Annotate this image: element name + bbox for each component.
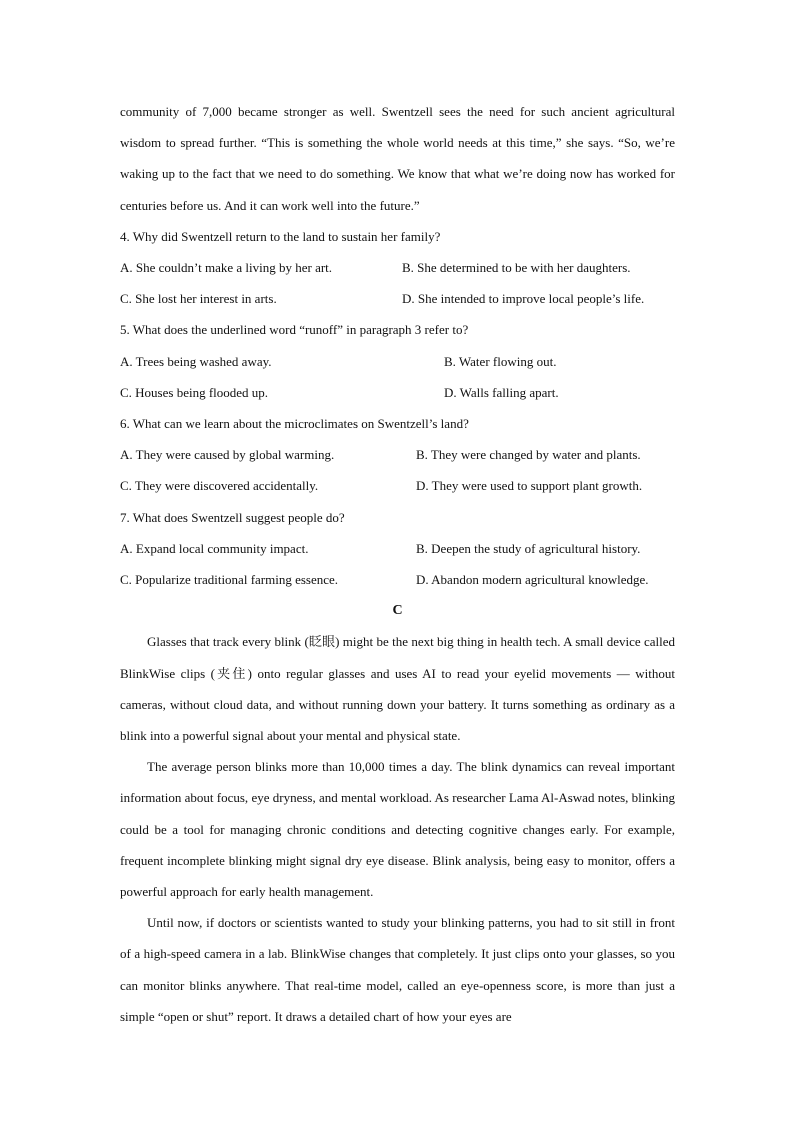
option-c: C. She lost her interest in arts. bbox=[120, 291, 277, 307]
option-b: B. Deepen the study of agricultural history. bbox=[416, 540, 641, 556]
section-c-heading: C bbox=[392, 603, 403, 619]
question-stem: 7. What does Swentzell suggest people do? bbox=[120, 509, 345, 525]
options-row bbox=[120, 252, 675, 283]
option-b: B. She determined to be with her daughters. bbox=[402, 260, 631, 276]
option-a: A. Trees being washed away. bbox=[120, 353, 272, 369]
passage-b-closing-paragraph: community of 7,000 became stronger as well. Swentzell sees the need for such ancient agricultural wisdom to spread further. “This is something the whole world needs at this time,” she says. “So, we’re waking up to the fact that we need to do something. We know that what we’re doing now has worked for centuries before us. And it can work well into the future.” bbox=[120, 104, 675, 213]
option-c: C. Houses being flooded up. bbox=[120, 384, 269, 400]
option-b: B. Water flowing out. bbox=[444, 353, 557, 369]
section-c-paragraph-2: The average person blinks more than 10,000 times a day. The blink dynamics can reveal important information about focus, eye dryness, and mental workload. As researcher Lama Al-Aswad notes, blinking could be a tool for managing chronic conditions and detecting cognitive changes early. For example, frequent incomplete blinking might signal dry eye disease. Blink analysis, being easy to monitor, offers a powerful approach for early health management. bbox=[120, 759, 675, 900]
option-a: A. They were caused by global warming. bbox=[120, 447, 335, 463]
option-d: D. They were used to support plant growth. bbox=[416, 478, 643, 494]
options-row bbox=[120, 564, 675, 595]
option-c: C. They were discovered accidentally. bbox=[120, 478, 319, 494]
options-row bbox=[120, 470, 675, 501]
option-a: A. Expand local community impact. bbox=[120, 540, 309, 556]
option-b: B. They were changed by water and plants. bbox=[416, 447, 641, 463]
question-stem: 6. What can we learn about the microclimates on Swentzell’s land? bbox=[120, 416, 469, 432]
question-6 bbox=[120, 408, 675, 502]
option-d: D. She intended to improve local people’s life. bbox=[402, 291, 645, 307]
question-4 bbox=[120, 221, 675, 315]
section-c-paragraph-3: Until now, if doctors or scientists wanted to study your blinking patterns, you had to sit still in front of a high-speed camera in a lab. BlinkWise changes that completely. It just clips onto your glasses, so you can monitor blinks anywhere. That real-time model, called an eye-openness score, is more than just a simple “open or shut” report. It draws a detailed chart of how your eyes are bbox=[120, 915, 675, 1024]
options-row bbox=[120, 377, 675, 408]
exam-page bbox=[120, 96, 675, 1032]
question-stem: 5. What does the underlined word “runoff” in paragraph 3 refer to? bbox=[120, 322, 469, 338]
option-d: D. Abandon modern agricultural knowledge. bbox=[416, 572, 649, 588]
options-row bbox=[120, 346, 675, 377]
question-7 bbox=[120, 502, 675, 596]
option-a: A. She couldn’t make a living by her art. bbox=[120, 260, 333, 276]
question-stem: 4. Why did Swentzell return to the land to sustain her family? bbox=[120, 228, 441, 244]
options-row bbox=[120, 439, 675, 470]
options-row bbox=[120, 283, 675, 314]
question-5 bbox=[120, 314, 675, 408]
option-c: C. Popularize traditional farming essence. bbox=[120, 572, 339, 588]
options-row bbox=[120, 533, 675, 564]
section-c-paragraph-1: Glasses that track every blink (眨眼) might be the next big thing in health tech. A small device called BlinkWise clips (夹住) onto regular glasses and uses AI to read your eyelid movements — without cameras, without cloud data, and without running down your battery. It turns something as ordinary as a blink into a powerful signal about your mental and physical state. bbox=[120, 634, 675, 744]
option-d: D. Walls falling apart. bbox=[444, 384, 559, 400]
